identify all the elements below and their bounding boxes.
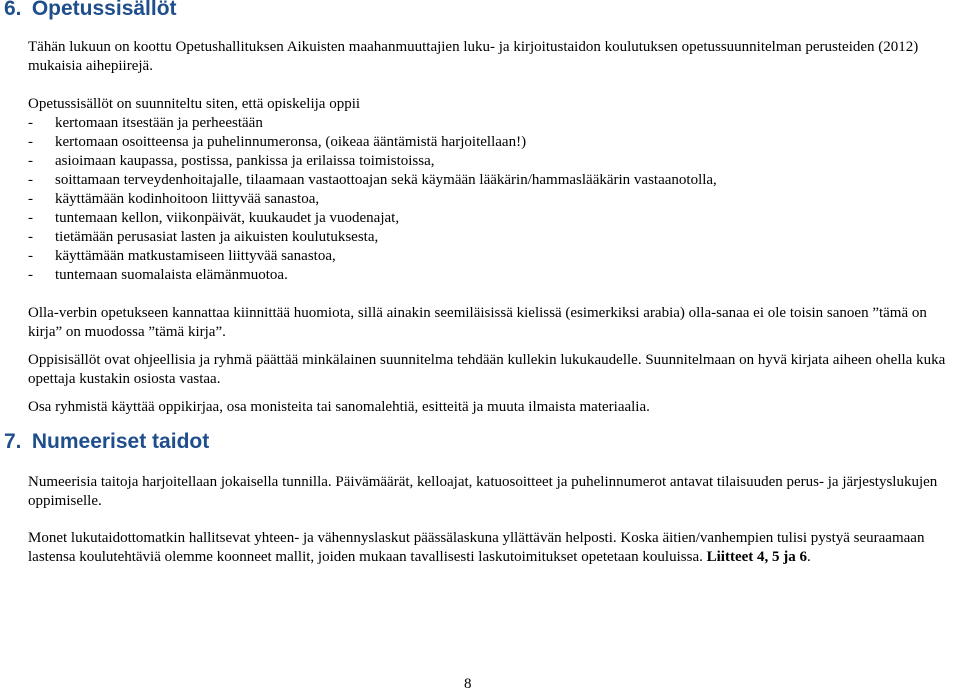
list-item-text: asioimaan kaupassa, postissa, pankissa ja erilaissa toimistoissa, (55, 153, 435, 169)
section-7-title: Numeeriset taidot (31, 430, 210, 453)
list-dash: - (28, 153, 33, 169)
list-item (28, 209, 958, 228)
list-item (28, 266, 958, 285)
list-item-text: käyttämään kodinhoitoon liittyvää sanastoa, (55, 191, 320, 207)
list-item-text: tuntemaan kellon, viikonpäivät, kuukaudet ja vuodenajat, (55, 210, 400, 226)
section-6-title: Opetussisällöt (31, 0, 177, 20)
list-dash: - (28, 229, 33, 245)
skills-list (28, 114, 958, 285)
section-6-number: 6. (4, 0, 22, 20)
list-dash: - (28, 172, 33, 188)
list-dash: - (28, 210, 33, 226)
list-dash: - (28, 248, 33, 264)
list-item (28, 228, 958, 247)
list-dash: - (28, 134, 33, 150)
list-item-text: käyttämään matkustamiseen liittyvää sanastoa, (55, 248, 336, 264)
list-item-text: soittamaan terveydenhoitajalle, tilaamaan vastaottoajan sekä käymään lääkärin/hammaslääkärin vastaanotolla, (55, 172, 717, 188)
section-6-heading (4, 0, 177, 21)
numeric-practice-paragraph: Numeerisia taitoja harjoitellaan jokaisella tunnilla. Päivämäärät, kelloajat, katuosoitteet ja puhelinnumerot antavat tilaisuuden perus- ja järjestyslukujen oppimiselle. (28, 474, 938, 509)
section-7-heading (4, 430, 209, 454)
calculation-models-end: . (807, 549, 811, 565)
olla-verb-paragraph: Olla-verbin opetukseen kannattaa kiinnittää huomiota, sillä ainakin seemiläisissä kielissä (esimerkiksi arabia) olla-sanaa ei ole toisin sanoen ”tämä on kirja” on muodossa ”tämä kirja”. (28, 305, 927, 340)
list-item (28, 171, 958, 190)
list-dash: - (28, 115, 33, 131)
list-item (28, 152, 958, 171)
calculation-models-text: Monet lukutaidottomatkin hallitsevat yhteen- ja vähennyslaskut päässälaskuna yllättävän helposti. Koska äitien/vanhempien tulisi pystyä seuraamaan lastensa koulutehtäviä olemme koonneet mallit, joiden mukaan tavallisesti laskutoimitukset opetetaan kouluissa. (28, 530, 925, 565)
list-item-text: kertomaan osoitteensa ja puhelinnumeronsa, (oikeaa ääntämistä harjoitellaan!) (55, 134, 527, 150)
section-6-intro: Tähän lukuun on koottu Opetushallituksen Aikuisten maahanmuuttajien luku- ja kirjoitustaidon koulutuksen opetussuunnitelman perusteiden (2012) mukaisia aihepiirejä. (28, 39, 919, 74)
list-item (28, 190, 958, 209)
calculation-models-paragraph (28, 529, 958, 567)
list-item-text: tuntemaan suomalaista elämänmuotoa. (55, 267, 288, 283)
guideline-paragraph: Oppisisällöt ovat ohjeellisia ja ryhmä päättää minkälainen suunnitelma tehdään kullekin lukukaudelle. Suunnitelmaan on hyvä kirjata aiheen ohella kuka opettaja kustakin osiosta vastaa. (28, 352, 946, 387)
list-item (28, 133, 958, 152)
list-item (28, 247, 958, 266)
list-lead: Opetussisällöt on suunniteltu siten, että opiskelija oppii (28, 96, 361, 112)
list-dash: - (28, 267, 33, 283)
page-number: 8 (464, 676, 472, 692)
appendix-reference: Liitteet 4, 5 ja 6 (706, 549, 807, 565)
materials-paragraph: Osa ryhmistä käyttää oppikirjaa, osa monisteita tai sanomalehtiä, esitteitä ja muuta ilmaista materiaalia. (28, 399, 650, 415)
list-item-text: kertomaan itsestään ja perheestään (55, 115, 263, 131)
list-item (28, 114, 958, 133)
section-7-number: 7. (4, 430, 22, 453)
list-dash: - (28, 191, 33, 207)
list-item-text: tietämään perusasiat lasten ja aikuisten koulutuksesta, (55, 229, 379, 245)
